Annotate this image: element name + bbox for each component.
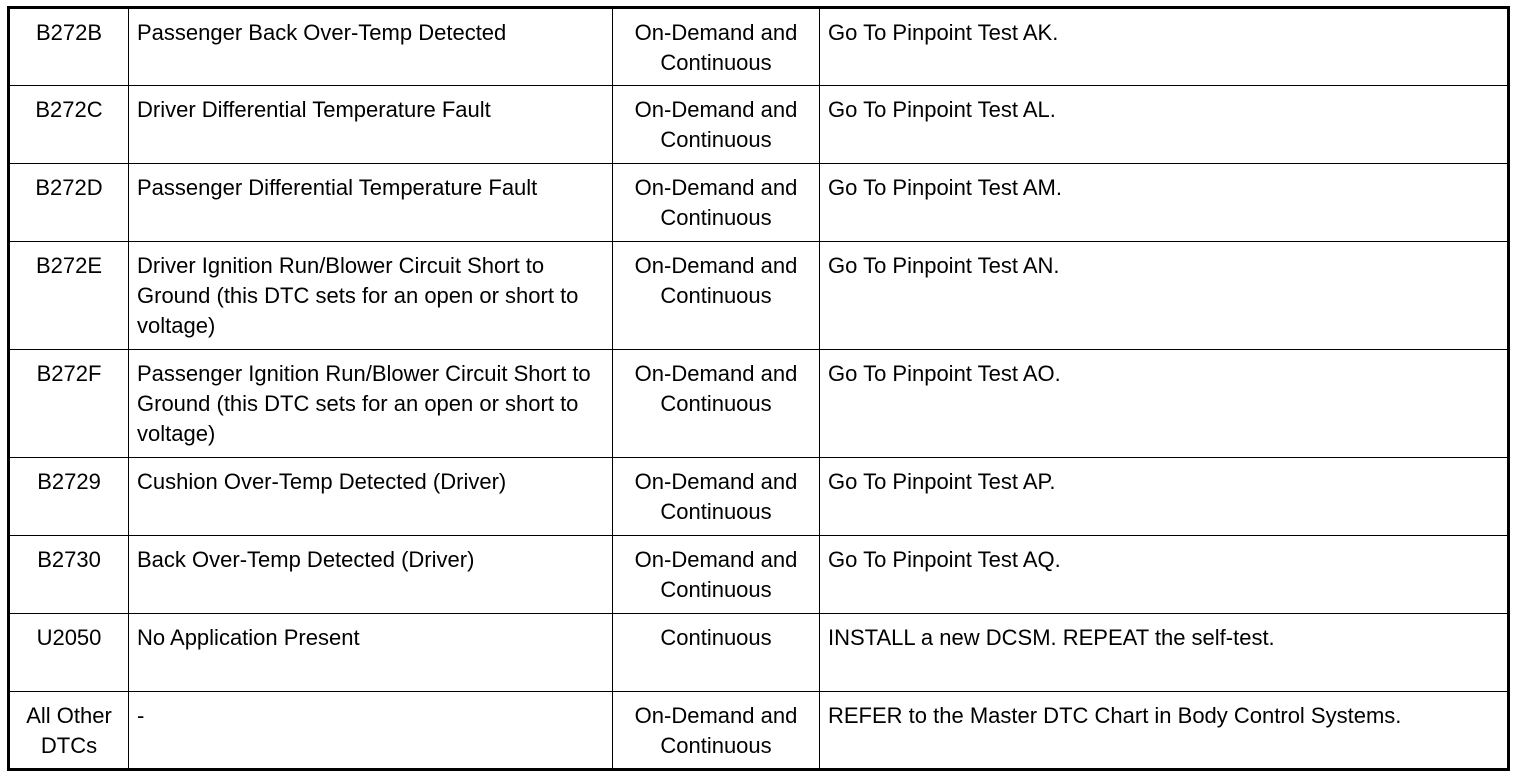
dtc-action-cell: Go To Pinpoint Test AQ. xyxy=(820,536,1509,614)
dtc-condition-cell: On-Demand and Continuous xyxy=(613,458,820,536)
dtc-action-cell: Go To Pinpoint Test AM. xyxy=(820,164,1509,242)
dtc-code-cell: B2730 xyxy=(9,536,129,614)
dtc-condition-cell: On-Demand and Continuous xyxy=(613,692,820,770)
dtc-description-cell: Driver Ignition Run/Blower Circuit Short to Ground (this DTC sets for an open or short to voltage) xyxy=(129,242,613,350)
dtc-description-cell: Cushion Over-Temp Detected (Driver) xyxy=(129,458,613,536)
dtc-condition-cell: Continuous xyxy=(613,614,820,692)
dtc-condition-cell: On-Demand and Continuous xyxy=(613,164,820,242)
dtc-description-cell: Driver Differential Temperature Fault xyxy=(129,86,613,164)
dtc-condition-cell: On-Demand and Continuous xyxy=(613,350,820,458)
dtc-description-cell: Passenger Ignition Run/Blower Circuit Short to Ground (this DTC sets for an open or short to voltage) xyxy=(129,350,613,458)
dtc-code-cell: B272E xyxy=(9,242,129,350)
table-row xyxy=(9,350,1509,458)
dtc-action-cell: REFER to the Master DTC Chart in Body Control Systems. xyxy=(820,692,1509,770)
dtc-action-cell: Go To Pinpoint Test AN. xyxy=(820,242,1509,350)
dtc-table xyxy=(7,6,1510,771)
table-row xyxy=(9,536,1509,614)
dtc-code-cell: B272C xyxy=(9,86,129,164)
dtc-description-cell: No Application Present xyxy=(129,614,613,692)
table-row xyxy=(9,242,1509,350)
dtc-code-cell: B272F xyxy=(9,350,129,458)
dtc-description-cell: Back Over-Temp Detected (Driver) xyxy=(129,536,613,614)
table-row xyxy=(9,692,1509,770)
dtc-code-cell: B272D xyxy=(9,164,129,242)
dtc-description-cell: Passenger Back Over-Temp Detected xyxy=(129,8,613,86)
dtc-action-cell: Go To Pinpoint Test AO. xyxy=(820,350,1509,458)
dtc-action-cell: Go To Pinpoint Test AP. xyxy=(820,458,1509,536)
dtc-condition-cell: On-Demand and Continuous xyxy=(613,86,820,164)
dtc-condition-cell: On-Demand and Continuous xyxy=(613,8,820,86)
dtc-code-cell: B272B xyxy=(9,8,129,86)
dtc-action-cell: Go To Pinpoint Test AL. xyxy=(820,86,1509,164)
dtc-code-cell: All Other DTCs xyxy=(9,692,129,770)
dtc-condition-cell: On-Demand and Continuous xyxy=(613,242,820,350)
table-row xyxy=(9,164,1509,242)
dtc-description-cell: Passenger Differential Temperature Fault xyxy=(129,164,613,242)
dtc-description-cell: - xyxy=(129,692,613,770)
table-row xyxy=(9,614,1509,692)
dtc-condition-cell: On-Demand and Continuous xyxy=(613,536,820,614)
table-row xyxy=(9,458,1509,536)
dtc-code-cell: B2729 xyxy=(9,458,129,536)
dtc-code-cell: U2050 xyxy=(9,614,129,692)
dtc-action-cell: Go To Pinpoint Test AK. xyxy=(820,8,1509,86)
table-row xyxy=(9,86,1509,164)
dtc-action-cell: INSTALL a new DCSM. REPEAT the self-test. xyxy=(820,614,1509,692)
table-row xyxy=(9,8,1509,86)
